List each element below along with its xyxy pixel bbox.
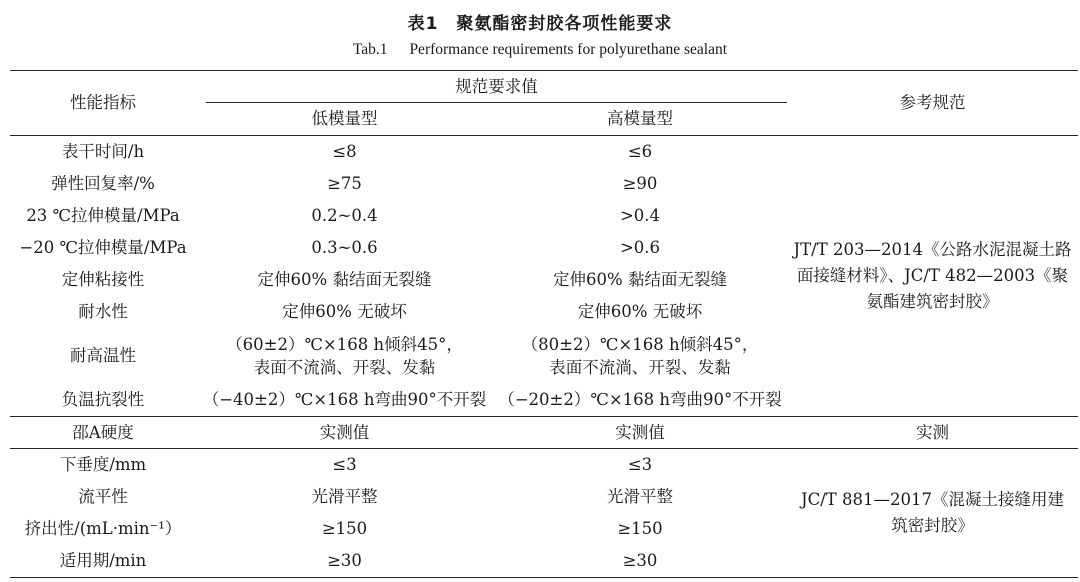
header-low: 低模量型 xyxy=(196,103,493,136)
ref-standard-2: JC/T 881—2017《混凝土接缝用建筑密封胶》 xyxy=(787,449,1078,578)
row-low: 光滑平整 xyxy=(311,487,378,506)
row-high: 定伸60% 无破坏 xyxy=(577,302,703,321)
section-row xyxy=(10,417,1078,449)
row-name: −20 ℃拉伸模量/MPa xyxy=(19,238,187,257)
table-number: Tab.1 xyxy=(352,41,388,58)
row-name: 表干时间/h xyxy=(61,142,145,161)
row-high: >0.6 xyxy=(619,238,661,257)
row-name: 弹性回复率/% xyxy=(51,174,155,193)
row-high: ≥150 xyxy=(617,519,663,538)
performance-table xyxy=(10,70,1078,578)
row-high: ≥90 xyxy=(622,174,658,193)
row-low-line-1: （60±2）℃×168 h倾斜45°， xyxy=(226,335,463,354)
row-ref: 实测 xyxy=(787,417,1078,449)
row-name: 负温抗裂性 xyxy=(61,390,145,409)
table-caption-en-text: Performance requirements for polyurethane sealant xyxy=(409,41,728,58)
row-low-line-2: 表面不流淌、开裂、发黏 xyxy=(253,358,436,377)
row-high: ≤6 xyxy=(627,142,653,161)
table-caption-cn: 表1 聚氨酯密封胶各项性能要求 xyxy=(407,14,673,34)
row-low: ≥30 xyxy=(196,545,493,578)
header-row-1 xyxy=(10,71,1078,104)
row-low: 0.3~0.6 xyxy=(311,238,378,257)
row-high-line-1: （80±2）℃×168 h倾斜45°， xyxy=(521,335,759,354)
row-low: ≥75 xyxy=(327,174,362,193)
row-low: 定伸60% 黏结面无裂缝 xyxy=(257,270,432,289)
row-high: 光滑平整 xyxy=(607,487,673,506)
table-row xyxy=(10,449,1078,482)
row-low xyxy=(196,328,493,384)
header-indicator: 性能指标 xyxy=(10,71,196,136)
row-high: 实测值 xyxy=(493,417,787,449)
row-low: ≥150 xyxy=(321,519,368,538)
header-ref: 参考规范 xyxy=(787,71,1078,136)
row-low: ≤3 xyxy=(332,455,357,474)
row-name: 耐水性 xyxy=(78,302,128,321)
row-name: 定伸粘接性 xyxy=(61,270,145,289)
header-req-group-label: 规范要求值 xyxy=(206,72,787,103)
table-caption-en xyxy=(0,41,1080,59)
row-name: 23 ℃拉伸模量/MPa xyxy=(26,206,180,225)
row-name: 挤出性/(mL·min⁻¹） xyxy=(24,519,182,538)
row-name: 耐高温性 xyxy=(70,346,136,365)
row-low: 实测值 xyxy=(196,417,493,449)
row-high: ≤3 xyxy=(627,455,653,474)
row-high: （−20±2）℃×168 h弯曲90°不开裂 xyxy=(498,390,782,409)
row-high xyxy=(493,328,787,384)
row-name: 适用期/min xyxy=(10,545,196,578)
row-low: 定伸60% 无破坏 xyxy=(282,302,407,321)
header-high: 高模量型 xyxy=(493,103,787,136)
row-high: 定伸60% 黏结面无裂缝 xyxy=(553,270,727,289)
row-name: 流平性 xyxy=(78,487,128,506)
row-high: >0.4 xyxy=(619,206,661,225)
row-high-line-2: 表面不流淌、开裂、发黏 xyxy=(549,358,731,377)
row-low: （−40±2）℃×168 h弯曲90°不开裂 xyxy=(202,390,487,409)
header-req-group xyxy=(196,71,787,104)
row-high: ≥30 xyxy=(493,545,787,578)
row-name: 下垂度/mm xyxy=(59,455,147,474)
row-low: ≤8 xyxy=(332,142,357,161)
ref-standard-1: JT/T 203—2014《公路水泥混凝土路面接缝材料》、JC/T 482—2003《聚氨酯建筑密封胶》 xyxy=(793,240,1072,311)
row-name: 邵A硬度 xyxy=(10,417,196,449)
table-row xyxy=(10,136,1078,169)
row-low: 0.2~0.4 xyxy=(311,206,378,225)
